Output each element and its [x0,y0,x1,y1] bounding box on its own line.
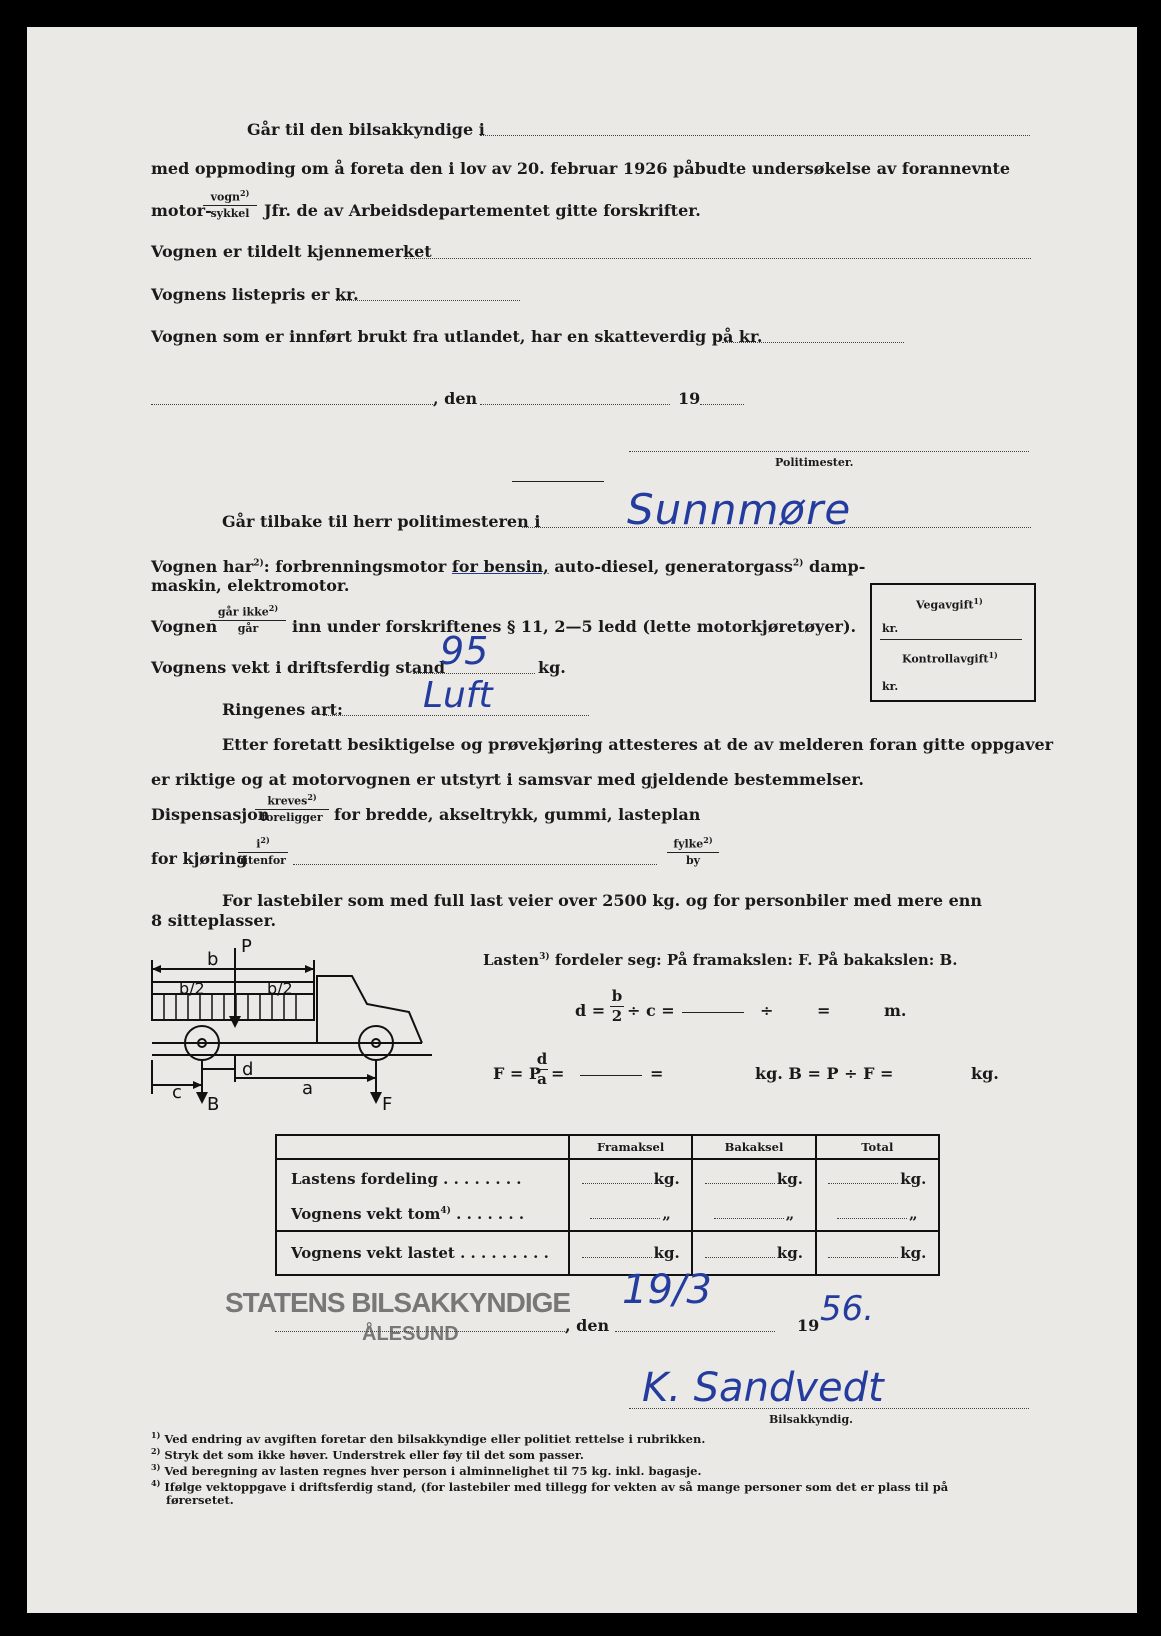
tires-label: Ringenes art: [222,700,343,719]
formula-d-eq: = [817,1001,831,1020]
politimester-label: Politimester. [775,456,854,469]
cell[interactable]: kg. [569,1159,692,1197]
weight-handwritten: 95 [440,629,489,673]
dispensasjon-prefix: Dispensasjon [151,805,270,824]
attest-line2: er riktige og at motorvognen er utstyrt i samsvar med gjeldende bestemmelser. [151,770,864,789]
axle-load-diagram [147,932,447,1110]
formula-f-lhs: F = P [493,1064,541,1083]
date-field-1[interactable] [480,404,670,405]
formula-d-div: ÷ [760,1001,774,1020]
footnote-1: $^{1)}$ Ved endring av avgiften foretar den bilsakkyndige eller politiet rettelse i rubrikken. [151,1430,706,1446]
date-den-2: , den [565,1316,610,1335]
politimester-signature-line[interactable] [629,451,1029,452]
vegavgift-label: Vegavgift$^{1)}$ [916,596,983,612]
place-field[interactable] [151,404,433,405]
list-price-label: Vognens listepris er kr. [151,285,359,304]
motor-prefix: motor- [151,201,212,220]
date-field-2[interactable] [615,1331,775,1332]
table-header-total: Total [816,1135,939,1159]
registration-label: Vognen er tildelt kjennemerket [151,242,432,261]
kjoring-prefix: for kjøring [151,849,248,868]
bilsakkyndig-label: Bilsakkyndig. [769,1413,853,1426]
formula-d-unit: m. [884,1001,907,1020]
forward-to-label: Går til den bilsakkyndige i [247,120,485,139]
tires-handwritten: Luft [423,675,493,716]
regs-fraction: går ikke$^{2)}$ går [210,604,286,634]
return-label: Går tilbake til herr politimesteren i [222,512,541,531]
cell[interactable]: kg. [816,1231,939,1275]
kjoring-fraction: $i^{2)}$ utenfor [238,836,288,866]
fees-box [870,583,1036,702]
row-label: Lastens fordeling . . . . . . . . [291,1169,522,1188]
label-F: F [382,1094,393,1110]
registration-field[interactable] [405,258,1031,259]
label-P: P [241,936,252,957]
motor-type-line: Vognen har$^{2)}$: forbrenningsmotor for bensin, auto-diesel, generatorgass$^{2)}$ damp- [151,557,866,576]
vehicle-type-fraction: vogn$^{2)}$ sykkel [203,189,257,219]
kjoring-field[interactable] [293,864,657,865]
lasten-line: Lasten$^{3)}$ fordeler seg: På framakslen: F. På bakakslen: B. [483,951,958,969]
regs-prefix: Vognen [151,617,218,636]
label-d: d [242,1059,254,1080]
cell[interactable]: kg. [569,1231,692,1275]
label-a: a [302,1078,314,1099]
label-B: B [207,1094,220,1110]
request-text: med oppmoding om å foreta den i lov av 20. februar 1926 påbudte undersøkelse av forannevnte [151,159,1011,178]
regulations-reference: Jfr. de av Arbeidsdepartementet gitte forskrifter. [264,201,701,220]
cell[interactable]: „ [816,1197,939,1231]
formula-f-eq2: = [650,1064,664,1083]
office-stamp-line1: STATENS BILSAKKYNDIGE [225,1287,571,1318]
formula-d-blank[interactable] [682,1012,744,1013]
import-value-field[interactable] [722,342,904,343]
attest-line1: Etter foretatt besiktigelse og prøvekjøring attesteres at de av melderen foran gitte oppgaver [222,735,1054,754]
underlined-bensin: for bensin, [451,557,549,576]
motor-type-line2: maskin, elektromotor. [151,576,350,595]
cell[interactable]: kg. [692,1231,815,1275]
label-b: b [207,949,219,970]
lastebiler-line1: For lastebiler som med full last veier over 2500 kg. og for personbiler med mere enn [222,891,983,910]
load-distribution-table [275,1134,940,1276]
regs-suffix: inn under forskriftenes § 11, 2—5 ledd (lette motorkjøretøyer). [292,617,857,636]
formula-d-fraction: b 2 [611,987,623,1025]
return-handwritten: Sunnmøre [627,485,852,534]
formula-f-eq1: = [551,1064,565,1083]
label-b2-left: b/2 [179,979,205,998]
weight-label: Vognens vekt i driftsferdig stand [151,658,446,677]
table-header-blank [276,1135,569,1159]
year-prefix-1: 19 [678,389,701,408]
date-handwritten: 19/3 [622,1267,712,1313]
signature-handwritten: K. Sandvedt [642,1365,884,1411]
cell[interactable]: „ [692,1197,815,1231]
year-field-1[interactable] [700,404,744,405]
label-c: c [172,1082,182,1103]
import-value-label: Vognen som er innført brukt fra utlandet, har en skatteverdig på kr. [151,327,763,346]
kontrollavgift-kr: kr. [882,680,899,693]
list-price-field[interactable] [336,300,520,301]
document-page [27,27,1137,1613]
table-row [276,1159,939,1197]
formula-d-rest: ÷ c = [627,1001,675,1020]
footnote-4-cont: førersetet. [166,1493,234,1507]
separator-rule [512,481,604,482]
formula-f-fraction: d a [536,1050,548,1088]
row-label: Vognens vekt tom$^{4)}$ . . . . . . . [291,1204,525,1223]
row-label: Vognens vekt lastet . . . . . . . . . [276,1231,569,1275]
office-stamp-line2: ÅLESUND [362,1323,459,1345]
formula-f-blank[interactable] [580,1075,642,1076]
date-den-1: , den [433,389,478,408]
year-prefix-2: 19 [797,1316,820,1335]
table-header-framaksel: Framaksel [569,1135,692,1159]
cell[interactable]: „ [569,1197,692,1231]
formula-b-unit: kg. [971,1064,999,1083]
dispensasjon-suffix: for bredde, akseltrykk, gummi, lasteplan [334,805,701,824]
forward-to-field[interactable] [480,135,1030,136]
vegavgift-kr: kr. [882,622,899,635]
footnote-4: $^{4)}$ Ifølge vektoppgave i driftsferdig stand, (for lastebiler med tillegg for vekten av så mange personer som det er plass til på [151,1478,949,1494]
cell[interactable]: kg. [692,1159,815,1197]
year-handwritten: 56. [820,1289,875,1329]
fees-divider [880,639,1022,640]
truck-cab [317,976,422,1043]
weight-field[interactable] [413,673,535,674]
cell[interactable]: kg. [816,1159,939,1197]
dispensasjon-fraction: kreves$^{2)}$ foreligger [255,793,329,823]
weight-unit: kg. [538,658,566,677]
place-field-2[interactable] [275,1331,565,1332]
label-b2-right: b/2 [267,979,293,998]
footnote-2: $^{2)}$ Stryk det som ikke høver. Understrek eller føy til det som passer. [151,1446,584,1462]
formula-d-lhs: d = [575,1001,606,1020]
fylke-fraction: fylke$^{2)}$ by [667,836,719,866]
table-row [276,1231,939,1275]
formula-b: kg. B = P ÷ F = [755,1064,894,1083]
table-header-bakaksel: Bakaksel [692,1135,815,1159]
lastebiler-line2: 8 sitteplasser. [151,911,277,930]
kontrollavgift-label: Kontrollavgift$^{1)}$ [902,650,998,666]
table-row [276,1197,939,1231]
footnote-3: $^{3)}$ Ved beregning av lasten regnes hver person i alminnelighet til 75 kg. inkl. bagasje. [151,1462,702,1478]
